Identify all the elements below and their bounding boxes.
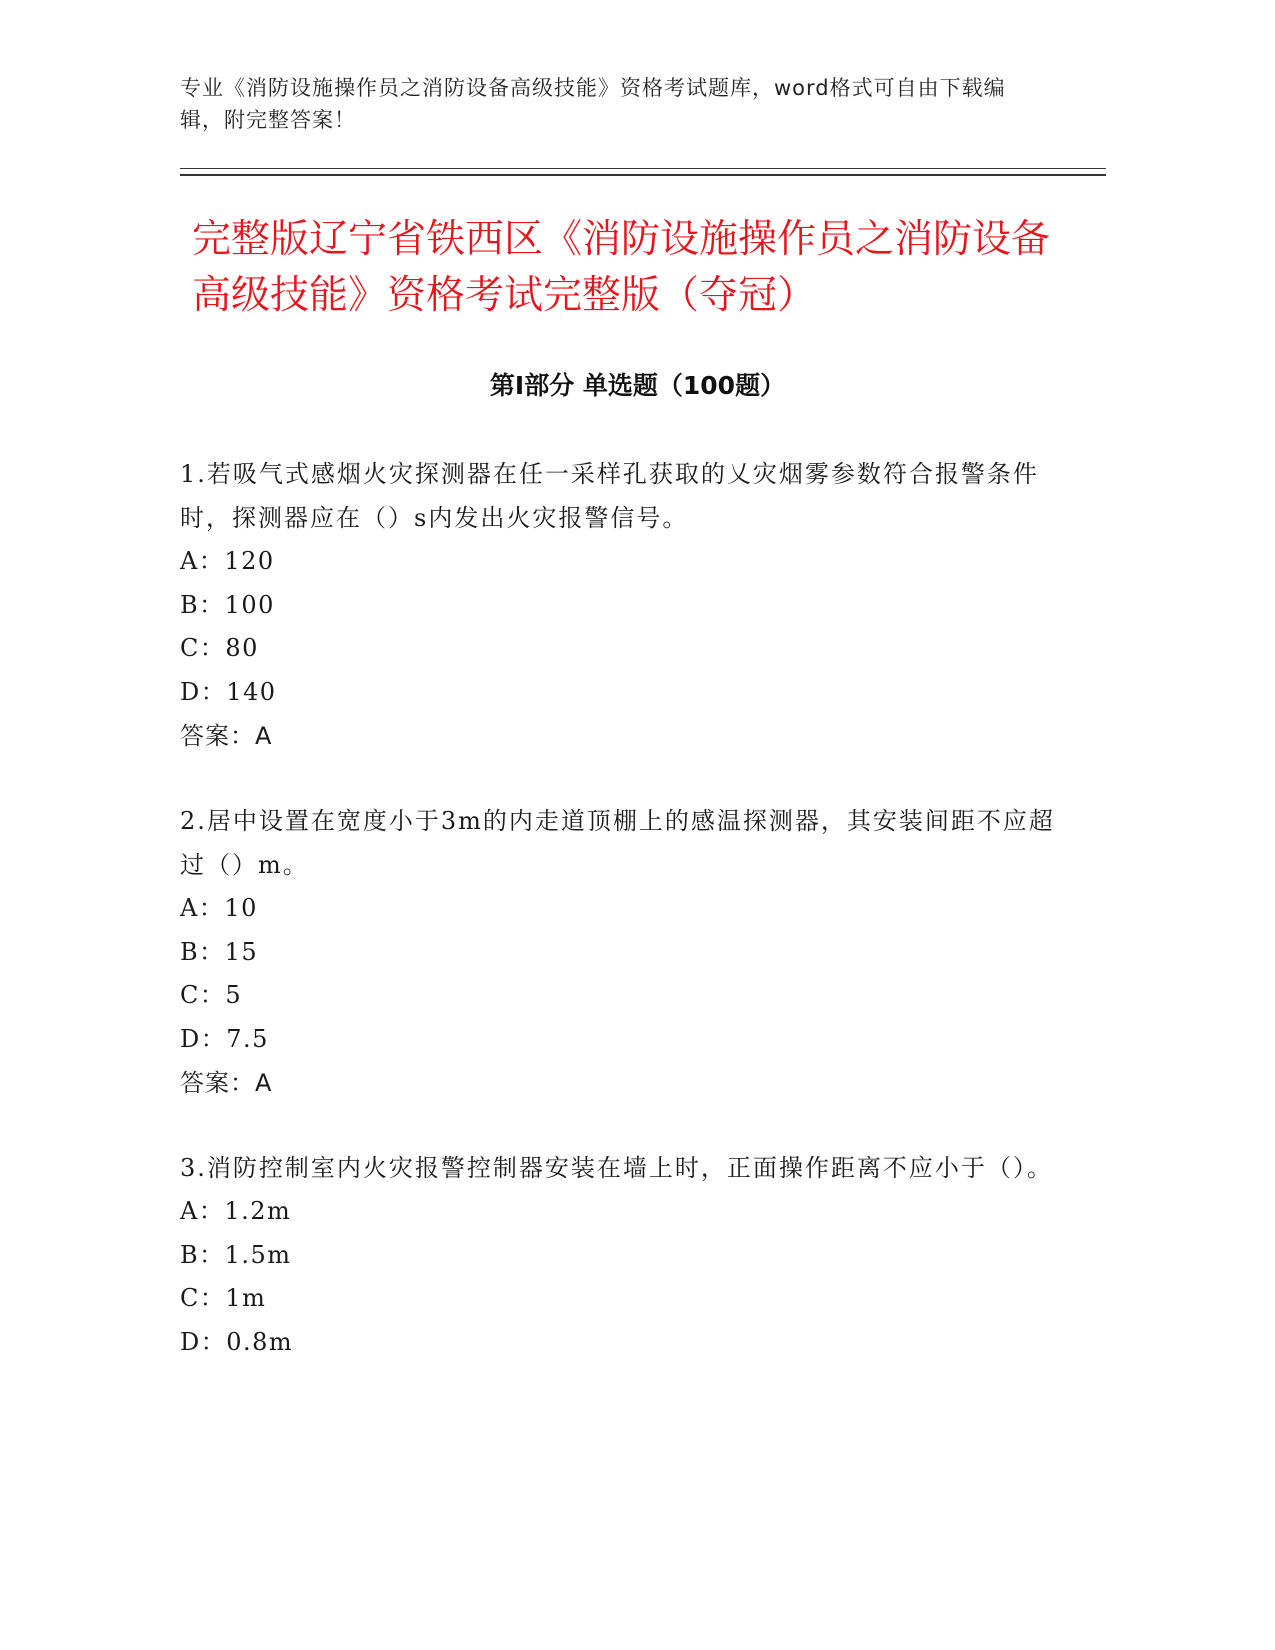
option-a: A：120 <box>180 547 275 575</box>
question-3 <box>180 1146 1060 1364</box>
option-a: A：10 <box>180 894 258 922</box>
header-divider-line <box>180 168 1106 169</box>
question-stem: 1.若吸气式感烟火灾探测器在任一采样孔获取的乂灾烟雾参数符合报警条件时，探测器应在（）s内发出火灾报警信号。 <box>180 460 1039 532</box>
question-stem: 2.居中设置在宽度小于3m的内走道顶棚上的感温探测器，其安装间距不应超过（）m。 <box>180 807 1055 879</box>
option-d: D：7.5 <box>180 1024 269 1053</box>
answer: 答案：A <box>180 1069 273 1097</box>
question-2 <box>180 799 1060 1105</box>
option-b: B：100 <box>180 590 275 619</box>
option-b: B：15 <box>180 937 259 966</box>
question-stem: 3.消防控制室内火灾报警控制器安装在墙上时，正面操作距离不应小于（）。 <box>180 1154 1053 1182</box>
option-c: C：5 <box>180 981 243 1009</box>
document-title: 完整版辽宁省铁西区《消防设施操作员之消防设备高级技能》资格考试完整版（夺冠） <box>192 217 1051 318</box>
option-c: C：1m <box>180 1284 267 1312</box>
answer: 答案：A <box>180 722 273 750</box>
section-heading: 第Ⅰ部分 单选题（100题） <box>489 371 786 400</box>
question-1 <box>180 452 1060 758</box>
option-d: D：0.8m <box>180 1327 294 1356</box>
question-list <box>180 452 1060 1405</box>
header-divider-line-thick <box>180 174 1106 176</box>
document-header-note: 专业《消防设施操作员之消防设备高级技能》资格考试题库，word格式可自由下载编辑，附完整答案！ <box>180 76 1006 132</box>
option-d: D：140 <box>180 677 277 706</box>
option-a: A：1.2m <box>180 1197 292 1225</box>
option-b: B：1.5m <box>180 1240 292 1269</box>
option-c: C：80 <box>180 634 259 662</box>
